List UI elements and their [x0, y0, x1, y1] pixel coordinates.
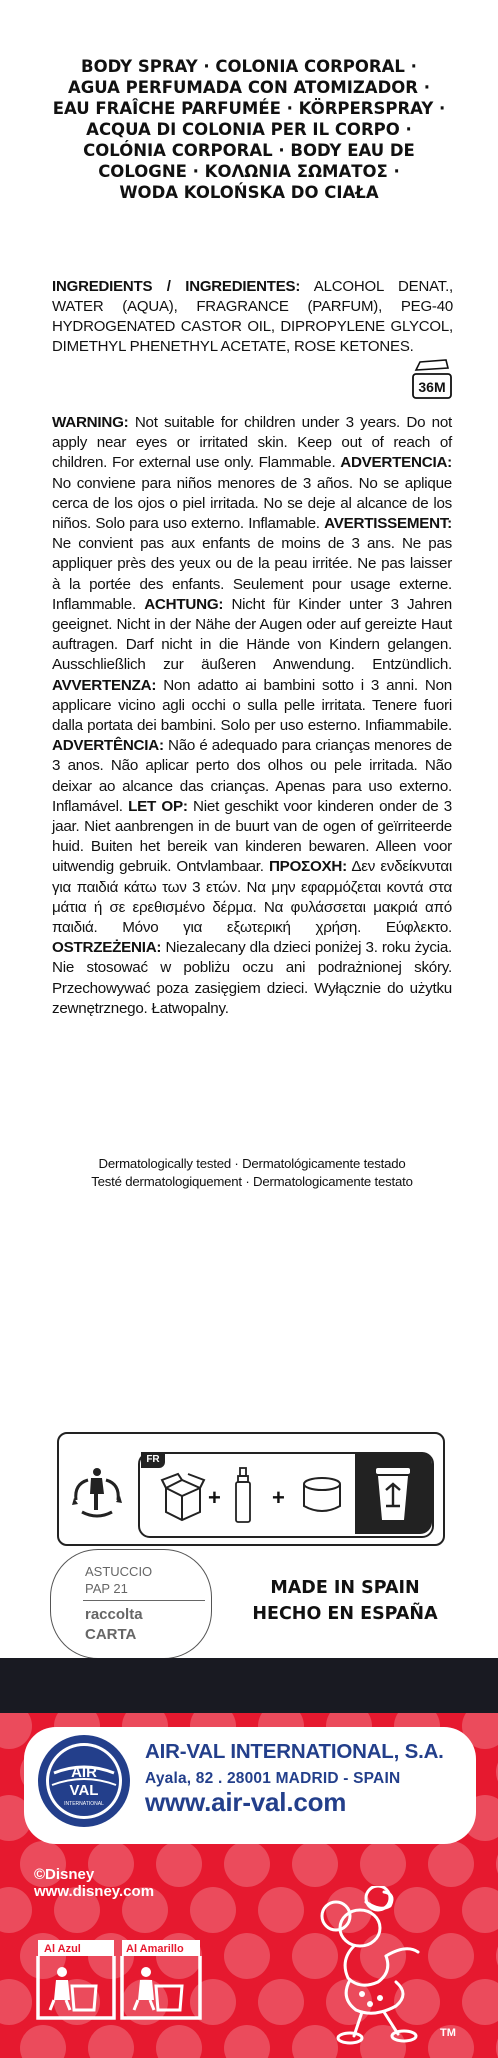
warnings-block — [52, 413, 452, 1019]
title-line: WODA KOLOŃSKA DO CIAŁA — [119, 183, 379, 202]
country-tag: FR — [141, 1452, 165, 1468]
polka-dot — [258, 1979, 304, 2025]
ingredients-text: ALCOHOL DENAT., WATER (AQUA), FRAGRANCE (PARFUM), PEG-40 HYDROGENATED CASTOR OIL, DIPROPYLENE GLYCOL, DIMETHYL PHENETHYL ACETATE, ROSE KETONES. — [52, 278, 454, 355]
polka-dot — [360, 1841, 406, 1887]
derm-line-1: Dermatologically tested · Dermatológicamente testado — [98, 1156, 406, 1171]
made-in-spain: MADE IN SPAIN — [270, 1578, 420, 1598]
disney-website[interactable]: www.disney.com — [34, 1883, 155, 1900]
blue-bin-icon — [36, 1936, 116, 2020]
yellow-bin-label: Al Amarillo — [126, 1943, 184, 1955]
warning-label: ADVERTÊNCIA: — [52, 737, 164, 755]
derm-tested — [52, 1155, 452, 1191]
warning-text: Nicht für Kinder unter 3 Jahren geeignet. Nicht in der Nähe der Augen oder auf gereizte Haut auftragen. Darf nicht in die Hände von Kindern gelangen. Ausschließlich zur äußeren Anwendung. Entzündlich. — [52, 595, 452, 674]
disney-copyright: ©Disney — [34, 1866, 95, 1883]
warning-label: ΠΡΟΣΟΧΗ: — [268, 858, 347, 876]
spray-bottle-icon — [232, 1466, 254, 1526]
airval-logo-val: VAL — [69, 1782, 99, 1799]
polka-dot — [224, 1933, 270, 1979]
company-name: AIR-VAL INTERNATIONAL, S.A. — [145, 1740, 444, 1763]
polka-dot — [224, 1841, 270, 1887]
polka-dot — [156, 1841, 202, 1887]
title-line: COLÓNIA CORPORAL · BODY EAU DE — [83, 141, 415, 160]
pap-line-3: raccolta — [85, 1606, 143, 1623]
hecho-en-espana: HECHO EN ESPAÑA — [252, 1604, 438, 1624]
title-line: COLOGNE · ΚΟΛΩΝΙΑ ΣΩΜΑΤΟΣ · — [98, 162, 400, 181]
warning-label: WARNING: — [52, 414, 129, 431]
cap-icon — [298, 1474, 346, 1518]
polka-dot — [0, 1979, 32, 2025]
warning-text: Non adatto ai bambini sotto i 3 anni. Non applicare vicino agli occhi o sulla pelle irritata. Tenere fuori dalla portata dei bambini. Solo per uso esterno. Infiammabile. — [52, 676, 452, 735]
warning-label: AVERTISSEMENT: — [324, 515, 452, 533]
warning-label: ACHTUNG: — [144, 595, 224, 613]
pao-jar-icon — [410, 358, 454, 400]
title-line: EAU FRAÎCHE PARFUMÉE · KÖRPERSPRAY · — [52, 99, 446, 118]
warning-text: Niet geschikt voor kinderen onder de 3 jaar. Niet aanbrengen in de buurt van de ogen of geïrriteerde huid. Buiten het bereik van kinderen bewaren. Alleen voor uitwendig gebruik. Ontvlambaar. — [52, 797, 453, 876]
box-icon — [160, 1472, 206, 1522]
plus-sign-1: + — [208, 1485, 221, 1510]
disney-credit — [34, 1866, 154, 1900]
warning-text: No conviene para niños menores de 3 años. No se aplique cerca de los ojos o piel irritada. No se deje al alcance de los niños. Solo para uso externo. Inflamable. — [52, 474, 452, 533]
title-line: AGUA PERFUMADA CON ATOMIZADOR · — [67, 78, 431, 97]
pap-divider — [83, 1600, 205, 1601]
title-line: ACQUA DI COLONIA PER IL CORPO · — [86, 120, 412, 139]
company-address: Ayala, 82 . 28001 MADRID - SPAIN — [145, 1770, 401, 1787]
warning-text: Não é adequado para crianças menores de 3 anos. Não aplicar perto dos olhos ou pele irritada. Não deixar ao alcance das crianças. Apenas para uso externo. Inflamável. — [52, 737, 452, 815]
warning-text: Ne convient pas aux enfants de moins de 3 ans. Ne pas appliquer près des yeux ou de la peau irritée. Ne pas laisser à la portée des enfants. Seulement pour usage externe. Inflammable. — [52, 535, 452, 613]
blue-bin-label: Al Azul — [44, 1943, 81, 1955]
polka-dot — [258, 1887, 304, 1933]
polka-dot — [292, 1841, 338, 1887]
airval-logo-air: AIR — [71, 1764, 97, 1781]
derm-line-2: Testé dermatologiquement · Dermatologicamente testato — [91, 1174, 413, 1189]
airval-logo — [36, 1733, 132, 1829]
polka-dot — [428, 1841, 474, 1887]
polka-dot — [88, 2025, 134, 2058]
trademark-mark: TM — [440, 2027, 456, 2039]
airval-logo-small: INTERNATIONAL — [64, 1801, 104, 1807]
polka-dot — [190, 1887, 236, 1933]
minnie-mouse-illustration — [300, 1886, 478, 2046]
warning-label: ADVERTENCIA: — [340, 454, 452, 472]
warning-label: LET OP: — [128, 797, 188, 815]
warning-text: Niezalecany dla dzieci poniżej 3. roku życia. Nie stosować w pobliżu oczu ani podrażnionej skóry. Przechowywać poza zasięgiem dzieci. Wyłącznie do użytku zewnętrznego. Łatwopalny. — [52, 939, 452, 1017]
pap-recycling-tag — [50, 1549, 212, 1659]
pap-line-4: CARTA — [85, 1626, 137, 1643]
warning-text: Δεν ενδείκνυται για παιδιά κάτω των 3 ετών. Να μην εφαρμόζεται κοντά στα μάτια ή σε ερεθισμένο δέρμα. Να φυλάσσεται μακριά από παιδιά. Μόνο για εξωτερική χρήση. Εύφλεκτο. — [52, 858, 452, 937]
pao-label: 36M — [418, 379, 446, 395]
polka-dot — [224, 2025, 270, 2058]
warning-label: OSTRZEŻENIA: — [52, 939, 162, 957]
plus-sign-2: + — [272, 1485, 285, 1510]
title-line: BODY SPRAY · COLONIA CORPORAL · — [81, 57, 417, 76]
polka-dot — [0, 1887, 32, 1933]
yellow-bin-icon — [120, 1936, 202, 2020]
company-website[interactable]: www.air-val.com — [145, 1787, 347, 1817]
warning-text: Not suitable for children under 3 years. Do not apply near eyes or irritated skin. Keep out of reach of children. For external use only. Flammable. — [52, 414, 452, 472]
ingredients-block — [52, 277, 453, 357]
dark-band — [0, 1658, 498, 1713]
product-title — [30, 56, 468, 203]
polka-dot — [20, 2025, 66, 2058]
ingredients-label: INGREDIENTS / INGREDIENTES: — [52, 278, 301, 295]
recycling-bin-icon — [366, 1462, 420, 1524]
pap-line-2: PAP 21 — [85, 1581, 128, 1596]
pap-line-1: ASTUCCIO — [85, 1564, 153, 1579]
made-in-label — [230, 1575, 460, 1627]
polka-dot — [156, 2025, 202, 2058]
triman-icon — [64, 1460, 130, 1526]
warning-label: AVVERTENZA: — [52, 676, 157, 694]
